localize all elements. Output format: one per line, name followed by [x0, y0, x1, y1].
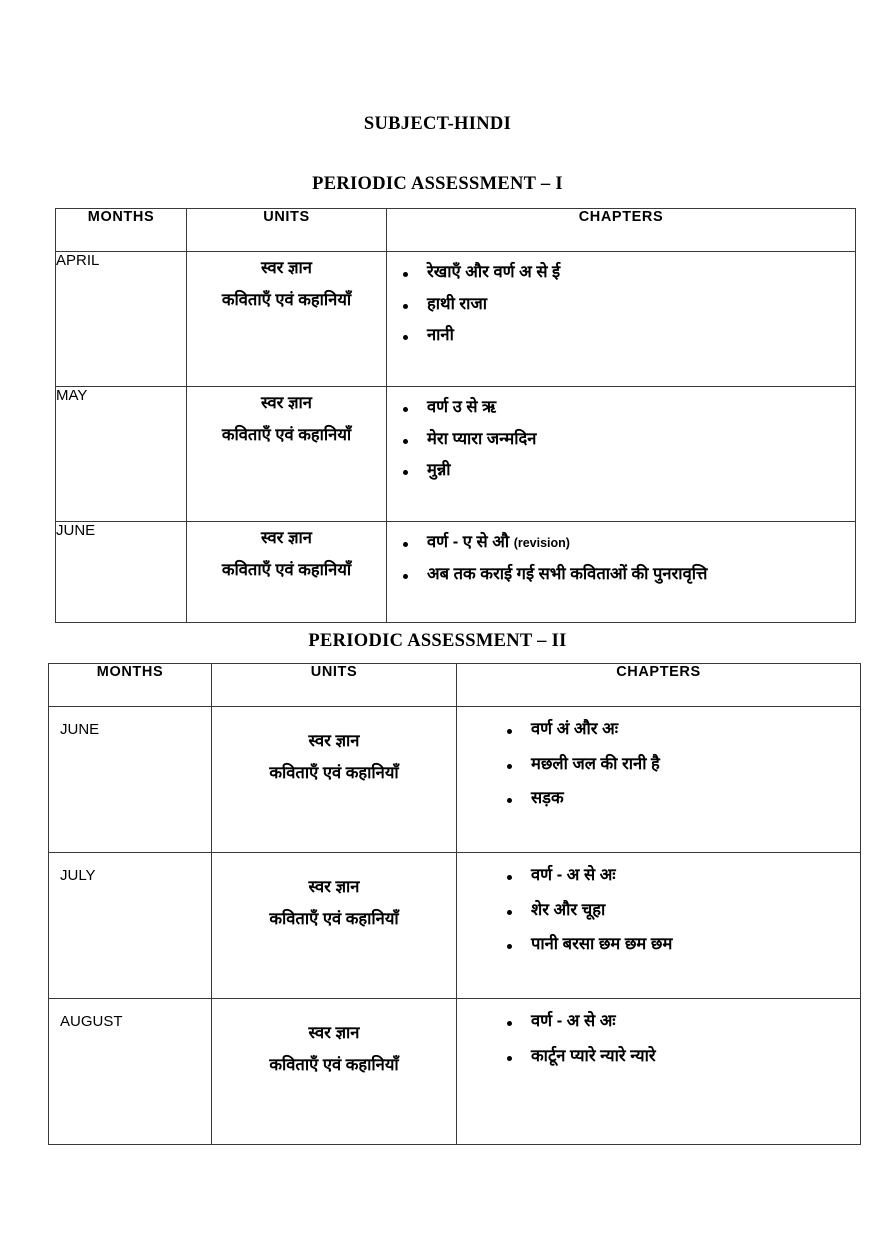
- table-row: [49, 999, 861, 1145]
- chapter-text: सड़क: [531, 789, 564, 807]
- chapter-list: [387, 534, 855, 582]
- unit-line: कविताएँ एवं कहानियाँ: [221, 561, 352, 580]
- unit-line: स्वर ज्ञान: [308, 732, 360, 750]
- chapter-list: [491, 721, 860, 807]
- unit-line: कविताएँ एवं कहानियाँ: [269, 1056, 399, 1075]
- chapter-item: [491, 902, 860, 919]
- units-cell: [212, 999, 457, 1145]
- unit-line: कविताएँ एवं कहानियाँ: [221, 426, 352, 445]
- chapter-item: [387, 296, 855, 313]
- month-cell: JULY: [49, 853, 212, 999]
- unit-line: स्वर ज्ञान: [261, 259, 312, 277]
- column-header-chapters: CHAPTERS: [457, 664, 861, 707]
- chapter-item: [491, 867, 860, 884]
- chapter-item: [387, 327, 855, 344]
- chapter-text: वर्ण उ से ऋ: [427, 398, 497, 416]
- periodic-assessment-1-table: [55, 208, 856, 623]
- month-cell: JUNE: [56, 522, 187, 623]
- chapters-cell: [387, 522, 856, 623]
- chapter-list: [491, 867, 860, 953]
- chapters-cell: [457, 707, 861, 853]
- chapter-item: [387, 534, 855, 551]
- unit-line: कविताएँ एवं कहानियाँ: [269, 764, 399, 783]
- chapter-item: [491, 1048, 860, 1065]
- unit-line: स्वर ज्ञान: [308, 878, 360, 896]
- chapter-text: रेखाएँ और वर्ण अ से ई: [427, 263, 561, 281]
- table-row: [56, 252, 856, 387]
- column-header-months: MONTHS: [56, 209, 187, 252]
- chapter-item: [387, 566, 855, 583]
- chapter-text: वर्ण - ए से औ: [427, 533, 514, 551]
- chapter-item: [387, 462, 855, 479]
- section-heading-pa1: PERIODIC ASSESSMENT – I: [312, 174, 563, 194]
- table-row: [56, 522, 856, 623]
- column-header-units: UNITS: [212, 664, 457, 707]
- chapter-text: वर्ण अं और अः: [531, 720, 619, 738]
- chapter-text: मुन्नी: [427, 461, 451, 479]
- chapter-item: [491, 1013, 860, 1030]
- chapter-text: शेर और चूहा: [531, 900, 606, 919]
- chapters-cell: [387, 387, 856, 522]
- unit-line: कविताएँ एवं कहानियाँ: [221, 291, 352, 310]
- chapter-note: (revision): [513, 536, 570, 550]
- chapter-item: [491, 936, 860, 953]
- chapter-item: [387, 264, 855, 281]
- section-heading-pa2: PERIODIC ASSESSMENT – II: [308, 631, 567, 651]
- units-cell: [212, 707, 457, 853]
- chapters-cell: [387, 252, 856, 387]
- chapter-text: मेरा प्यारा जन्मदिन: [427, 429, 537, 448]
- chapter-item: [387, 431, 855, 448]
- table-header-row: [56, 209, 856, 252]
- chapter-item: [387, 399, 855, 416]
- table-header-row: [49, 664, 861, 707]
- table-row: [56, 387, 856, 522]
- units-cell: [187, 252, 387, 387]
- unit-line: स्वर ज्ञान: [261, 529, 312, 547]
- chapter-text: कार्टून प्यारे न्यारे न्यारे: [531, 1046, 656, 1065]
- column-header-chapters: CHAPTERS: [387, 209, 856, 252]
- chapters-cell: [457, 999, 861, 1145]
- chapter-text: नानी: [427, 326, 454, 344]
- chapter-text: मछली जल की रानी है: [531, 754, 660, 773]
- chapters-cell: [457, 853, 861, 999]
- chapter-text: पानी बरसा छम छम छम: [531, 935, 673, 953]
- units-cell: [187, 522, 387, 623]
- periodic-assessment-2-table: [48, 663, 861, 1145]
- chapter-list: [387, 264, 855, 344]
- chapter-list: [387, 399, 855, 479]
- units-cell: [187, 387, 387, 522]
- month-cell: MAY: [56, 387, 187, 522]
- chapter-item: [491, 756, 860, 773]
- unit-line: कविताएँ एवं कहानियाँ: [269, 910, 399, 929]
- unit-line: स्वर ज्ञान: [261, 394, 312, 412]
- table-row: [49, 853, 861, 999]
- month-cell: AUGUST: [49, 999, 212, 1145]
- month-cell: JUNE: [49, 707, 212, 853]
- chapter-text: हाथी राजा: [427, 294, 487, 313]
- chapter-item: [491, 721, 860, 738]
- column-header-units: UNITS: [187, 209, 387, 252]
- table-row: [49, 707, 861, 853]
- chapter-text: वर्ण - अ से अः: [531, 1012, 616, 1030]
- chapter-text: वर्ण - अ से अः: [531, 866, 616, 884]
- chapter-text: अब तक कराई गई सभी कविताओं की पुनरावृत्ति: [427, 564, 708, 583]
- unit-line: स्वर ज्ञान: [308, 1024, 360, 1042]
- page-title: SUBJECT-HINDI: [363, 114, 512, 134]
- units-cell: [212, 853, 457, 999]
- column-header-months: MONTHS: [49, 664, 212, 707]
- month-cell: APRIL: [56, 252, 187, 387]
- chapter-list: [491, 1013, 860, 1064]
- chapter-item: [491, 790, 860, 807]
